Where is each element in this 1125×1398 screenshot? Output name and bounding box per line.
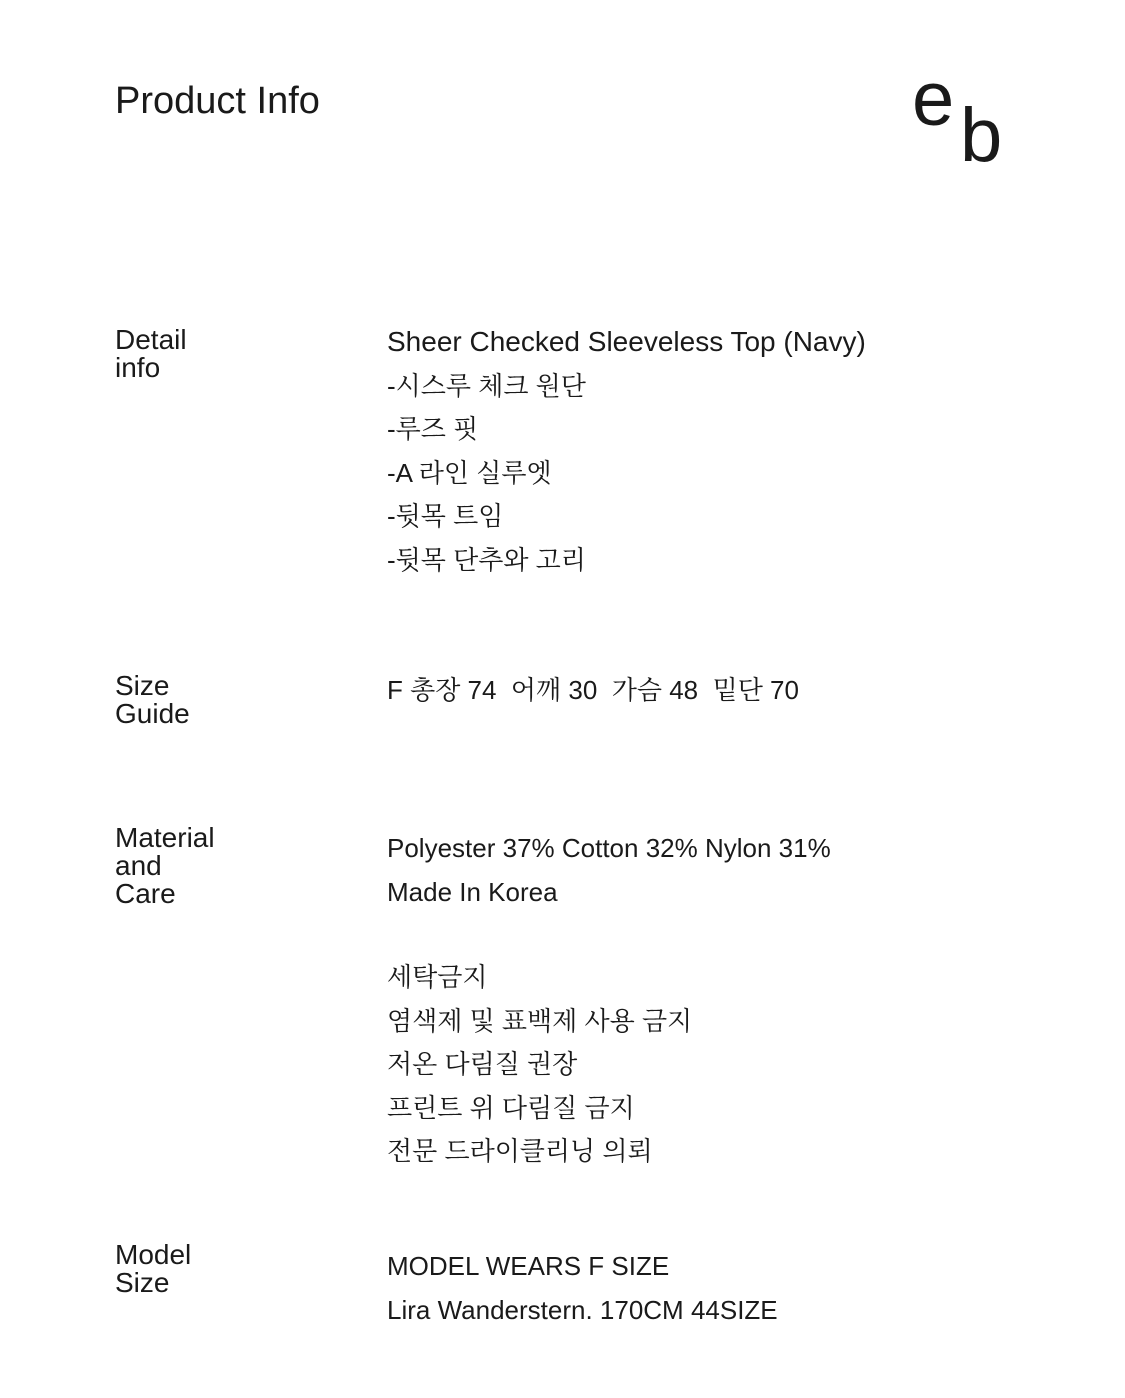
brand-logo [912, 57, 1022, 187]
material-care-values [387, 832, 831, 1179]
label-line: Care [115, 878, 176, 909]
label-line: Size [115, 1267, 170, 1298]
label-line: Detail [115, 324, 187, 355]
care-item: 염색제 및 표백제 사용 금지 [387, 1005, 693, 1036]
care-item: 전문 드라이클리닝 의뢰 [387, 1136, 653, 1166]
detail-item: -뒷목 단추와 고리 [387, 544, 586, 575]
size-guide-label [115, 672, 190, 728]
page-title: Product Info [115, 80, 320, 122]
logo-letter-e: e [912, 57, 955, 142]
model-info: Lira Wanderstern. 170CM 44SIZE [387, 1294, 778, 1325]
label-line: Size [115, 670, 170, 701]
detail-item: -뒷목 트임 [387, 501, 504, 531]
label-line: Guide [115, 698, 190, 729]
label-line: and [115, 850, 162, 881]
size-guide-values [387, 674, 799, 718]
size-measurements: F 총장 74 어깨 30 가슴 48 밑단 70 [387, 675, 799, 705]
origin: Made In Korea [387, 876, 558, 907]
care-item: 프린트 위 다림질 금지 [387, 1092, 635, 1123]
care-item: 세탁금지 [387, 962, 488, 992]
label-line: Model [115, 1239, 192, 1270]
material-care-label [115, 824, 215, 908]
model-size-label [115, 1241, 191, 1297]
care-item: 저온 다림질 권장 [387, 1049, 578, 1079]
detail-item: -루즈 핏 [387, 414, 479, 444]
label-line: info [115, 352, 161, 383]
model-wears: MODEL WEARS F SIZE [387, 1251, 670, 1281]
material-composition: Polyester 37% Cotton 32% Nylon 31% [387, 833, 831, 863]
detail-info-values [387, 326, 866, 587]
model-size-values [387, 1250, 778, 1337]
logo-letter-b: b [960, 93, 1003, 178]
detail-info-label [115, 326, 187, 382]
detail-item: -시스루 체크 원단 [387, 370, 586, 401]
detail-item: -A 라인 실루엣 [387, 457, 552, 488]
product-name: Sheer Checked Sleeveless Top (Navy) [387, 326, 866, 357]
label-line: Material [115, 822, 215, 853]
